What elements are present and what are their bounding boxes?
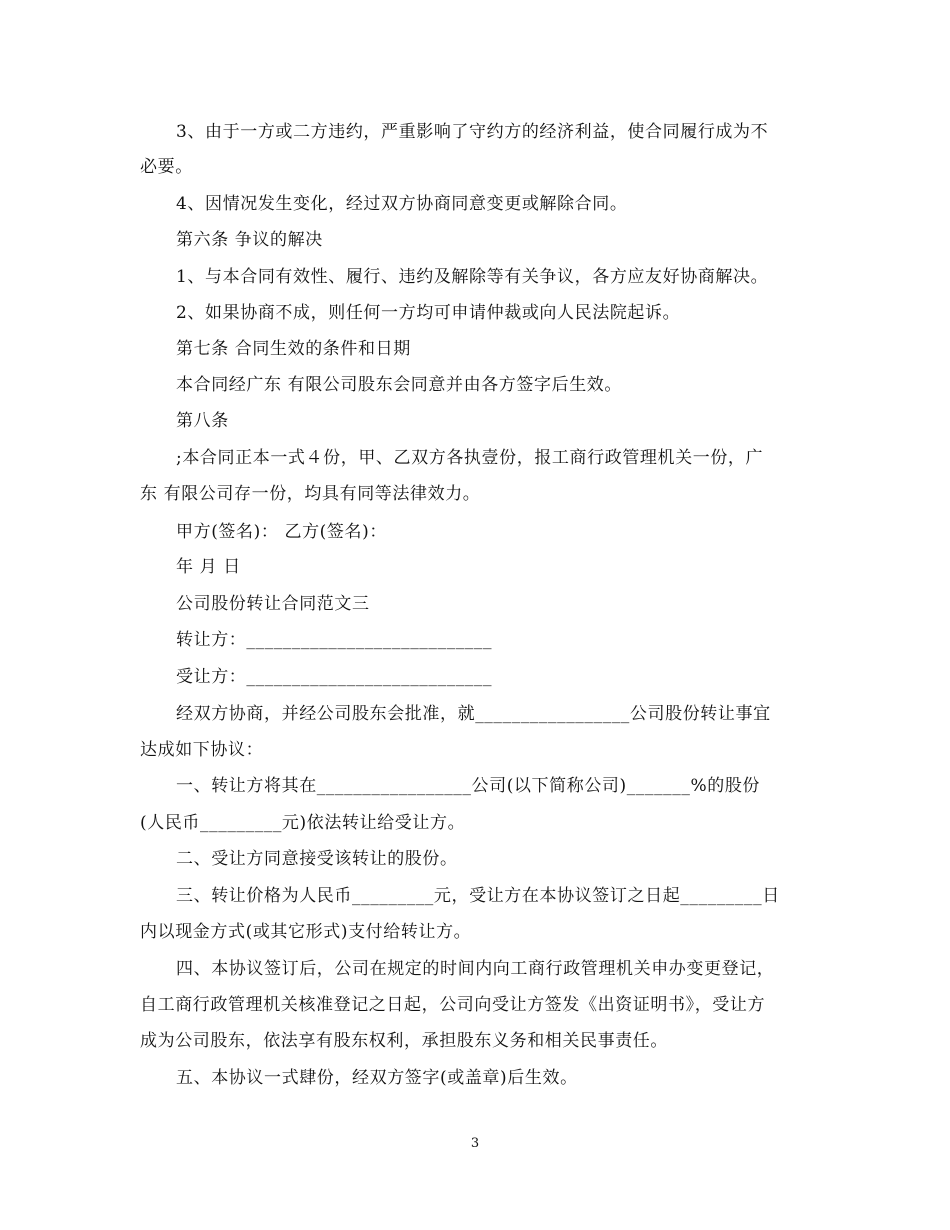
agreement-item-3-continued: 内以现金方式(或其它形式)支付给转让方。 (140, 922, 472, 942)
agreement-item-3: 三、转让价格为人民币_________元，受让方在本协议签订之日起_________日 (176, 886, 780, 906)
section-title: 公司股份转让合同范文三 (176, 594, 370, 614)
preamble-continued: 达成如下协议： (140, 740, 264, 760)
agreement-item-1: 一、转让方将其在_________________公司(以下简称公司)_______%的股份 (176, 776, 761, 796)
article-6-item-1: 1、与本合同有效性、履行、违约及解除等有关争议，各方应友好协商解决。 (176, 267, 769, 287)
preamble: 经双方协商，并经公司股东会批准，就_________________公司股份转让事宜 (176, 704, 771, 724)
article-8-text-continued: 东 有限公司存一份，均具有同等法律效力。 (140, 484, 481, 504)
transferor-field: 转让方：___________________________ (176, 630, 493, 650)
transferee-field: 受让方：___________________________ (176, 667, 493, 687)
article-6-heading: 第六条 争议的解决 (176, 230, 323, 250)
clause-5-item-4: 4、因情况发生变化，经过双方协商同意变更或解除合同。 (176, 194, 628, 214)
article-6-item-2: 2、如果协商不成，则任何一方均可申请仲裁或向人民法院起诉。 (176, 303, 681, 323)
agreement-item-2: 二、受让方同意接受该转让的股份。 (176, 849, 458, 869)
clause-5-item-3: 3、由于一方或二方违约，严重影响了守约方的经济利益，使合同履行成为不 (176, 122, 769, 142)
agreement-item-1-continued: (人民币_________元)依法转让给受让方。 (140, 813, 466, 833)
article-8-heading: 第八条 (176, 411, 229, 431)
clause-5-item-3-continued: 必要。 (140, 157, 193, 177)
signature-line: 甲方(签名)： 乙方(签名)： (176, 522, 387, 542)
agreement-item-4-continued-1: 自工商行政管理机关核准登记之日起，公司向受让方签发《出资证明书》，受让方 (140, 995, 766, 1015)
page-number: 3 (470, 1136, 480, 1151)
date-line: 年 月 日 (176, 557, 241, 577)
agreement-item-5: 五、本协议一式肆份，经双方签字(或盖章)后生效。 (176, 1068, 578, 1088)
agreement-item-4-continued-2: 成为公司股东，依法享有股东权利，承担股东义务和相关民事责任。 (140, 1031, 668, 1051)
article-8-text: ;本合同正本一式４份，甲、乙双方各执壹份，报工商行政管理机关一份，广 (176, 448, 764, 468)
article-7-heading: 第七条 合同生效的条件和日期 (176, 339, 411, 359)
agreement-item-4: 四、本协议签订后，公司在规定的时间内向工商行政管理机关申办变更登记， (176, 959, 775, 979)
article-7-text: 本合同经广东 有限公司股东会同意并由各方签字后生效。 (176, 375, 623, 395)
